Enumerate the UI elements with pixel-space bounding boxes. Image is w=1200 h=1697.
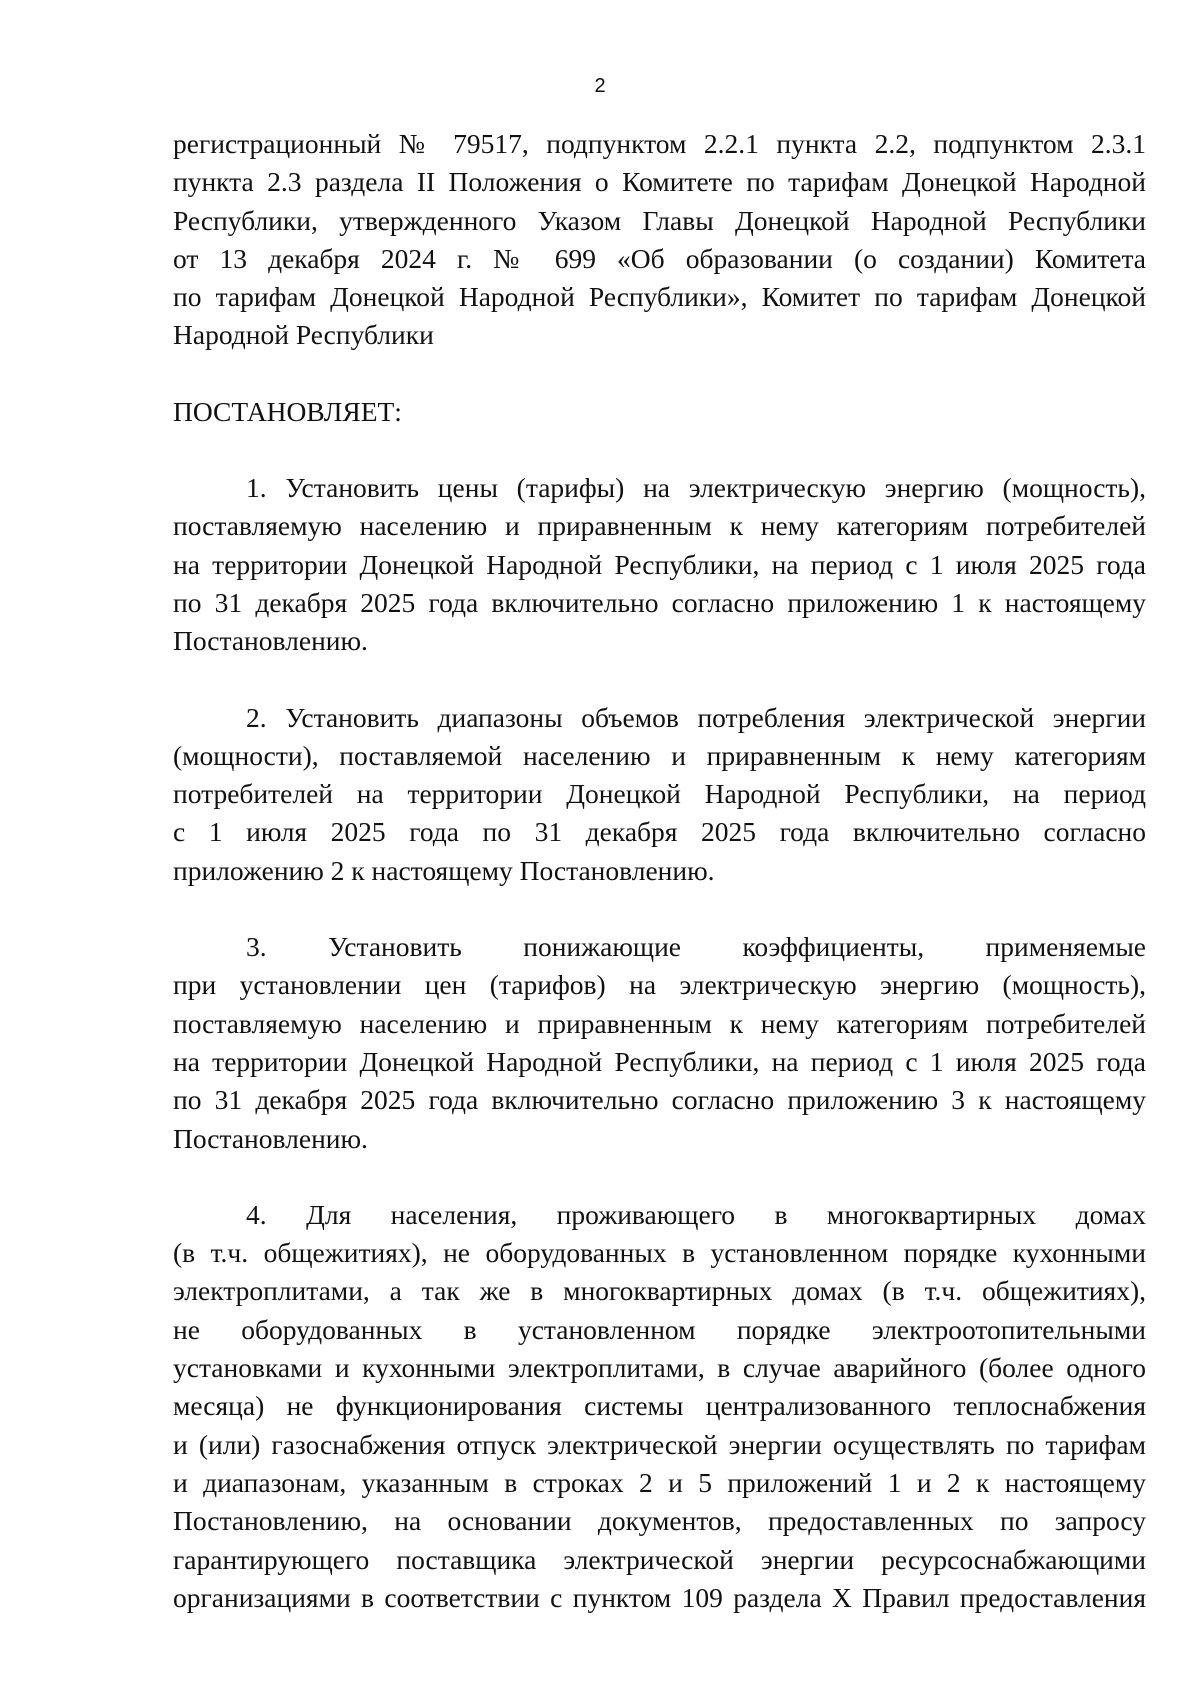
text-line: месяца) не функционирования системы централизованного теплоснабжения	[173, 1390, 1146, 1422]
text-line: электроплитами, а так же в многоквартирных домах (в т.ч. общежитиях),	[173, 1275, 1146, 1307]
text-line: потребителей на территории Донецкой Народной Республики, на период	[173, 778, 1146, 810]
clause-4	[173, 1196, 1146, 1617]
text-line: Постановлению.	[173, 1122, 368, 1154]
text-line: пункта 2.3 раздела II Положения о Комитете по тарифам Донецкой Народной	[173, 166, 1146, 198]
text-line: приложению 2 к настоящему Постановлению.	[173, 854, 715, 886]
text-line: от 13 декабря 2024 г. № 699 «Об образовании (о создании) Комитета	[173, 242, 1146, 274]
page-number: 2	[594, 75, 606, 97]
text-line: регистрационный № 79517, подпунктом 2.2.1 пункта 2.2, подпунктом 2.3.1	[173, 128, 1146, 159]
text-line: по 31 декабря 2025 года включительно согласно приложению 3 к настоящему	[173, 1084, 1146, 1116]
text-line: с 1 июля 2025 года по 31 декабря 2025 года включительно согласно	[173, 816, 1146, 848]
text-line: Постановлению, на основании документов, предоставленных по запросу	[173, 1505, 1146, 1537]
text-line: Республики, утвержденного Указом Главы Донецкой Народной Республики	[173, 204, 1146, 236]
clause-2	[173, 699, 1146, 890]
text-line: на территории Донецкой Народной Республики, на период с 1 июля 2025 года	[173, 548, 1146, 580]
text-line: при установлении цен (тарифов) на электрическую энергию (мощность),	[173, 969, 1146, 1001]
text-line: Народной Республики	[173, 319, 434, 351]
preamble-paragraph	[173, 125, 1146, 355]
text-line: не оборудованных в установленном порядке электроотопительными	[173, 1313, 1146, 1345]
text-line: Постановлению.	[173, 625, 368, 657]
clause-3	[173, 928, 1146, 1158]
text-line: поставляемую населению и приравненным к нему категориям потребителей	[173, 510, 1146, 542]
text-line: по тарифам Донецкой Народной Республики», Комитет по тарифам Донецкой	[173, 281, 1146, 313]
text-line: организациями в соответствии с пунктом 109 раздела X Правил предоставления	[173, 1581, 1146, 1613]
text-line: (мощности), поставляемой населению и приравненным к нему категориям	[173, 739, 1146, 771]
text-line: и диапазонам, указанным в строках 2 и 5 приложений 1 и 2 к настоящему	[173, 1466, 1146, 1498]
text-line: поставляемую населению и приравненным к нему категориям потребителей	[173, 1007, 1146, 1039]
text-line: 2. Установить диапазоны объемов потребления электрической энергии	[246, 701, 1146, 733]
text-line: гарантирующего поставщика электрической энергии ресурсоснабжающими	[173, 1543, 1146, 1575]
text-line: на территории Донецкой Народной Республики, на период с 1 июля 2025 года	[173, 1045, 1146, 1077]
text-line: 1. Установить цены (тарифы) на электрическую энергию (мощность),	[246, 472, 1146, 504]
text-line: по 31 декабря 2025 года включительно согласно приложению 1 к настоящему	[173, 586, 1146, 618]
text-line: 4. Для населения, проживающего в многоквартирных домах	[246, 1198, 1146, 1230]
document-body	[173, 125, 1146, 1617]
text-line: установками и кухонными электроплитами, в случае аварийного (более одного	[173, 1352, 1146, 1384]
clause-1	[173, 469, 1146, 660]
resolves-heading: ПОСТАНОВЛЯЕТ:	[173, 395, 402, 427]
text-line: 3. Установить понижающие коэффициенты, применяемые	[246, 931, 1146, 963]
text-line: и (или) газоснабжения отпуск электрической энергии осуществлять по тарифам	[173, 1428, 1146, 1460]
text-line: (в т.ч. общежитиях), не оборудованных в установленном порядке кухонными	[173, 1237, 1146, 1269]
